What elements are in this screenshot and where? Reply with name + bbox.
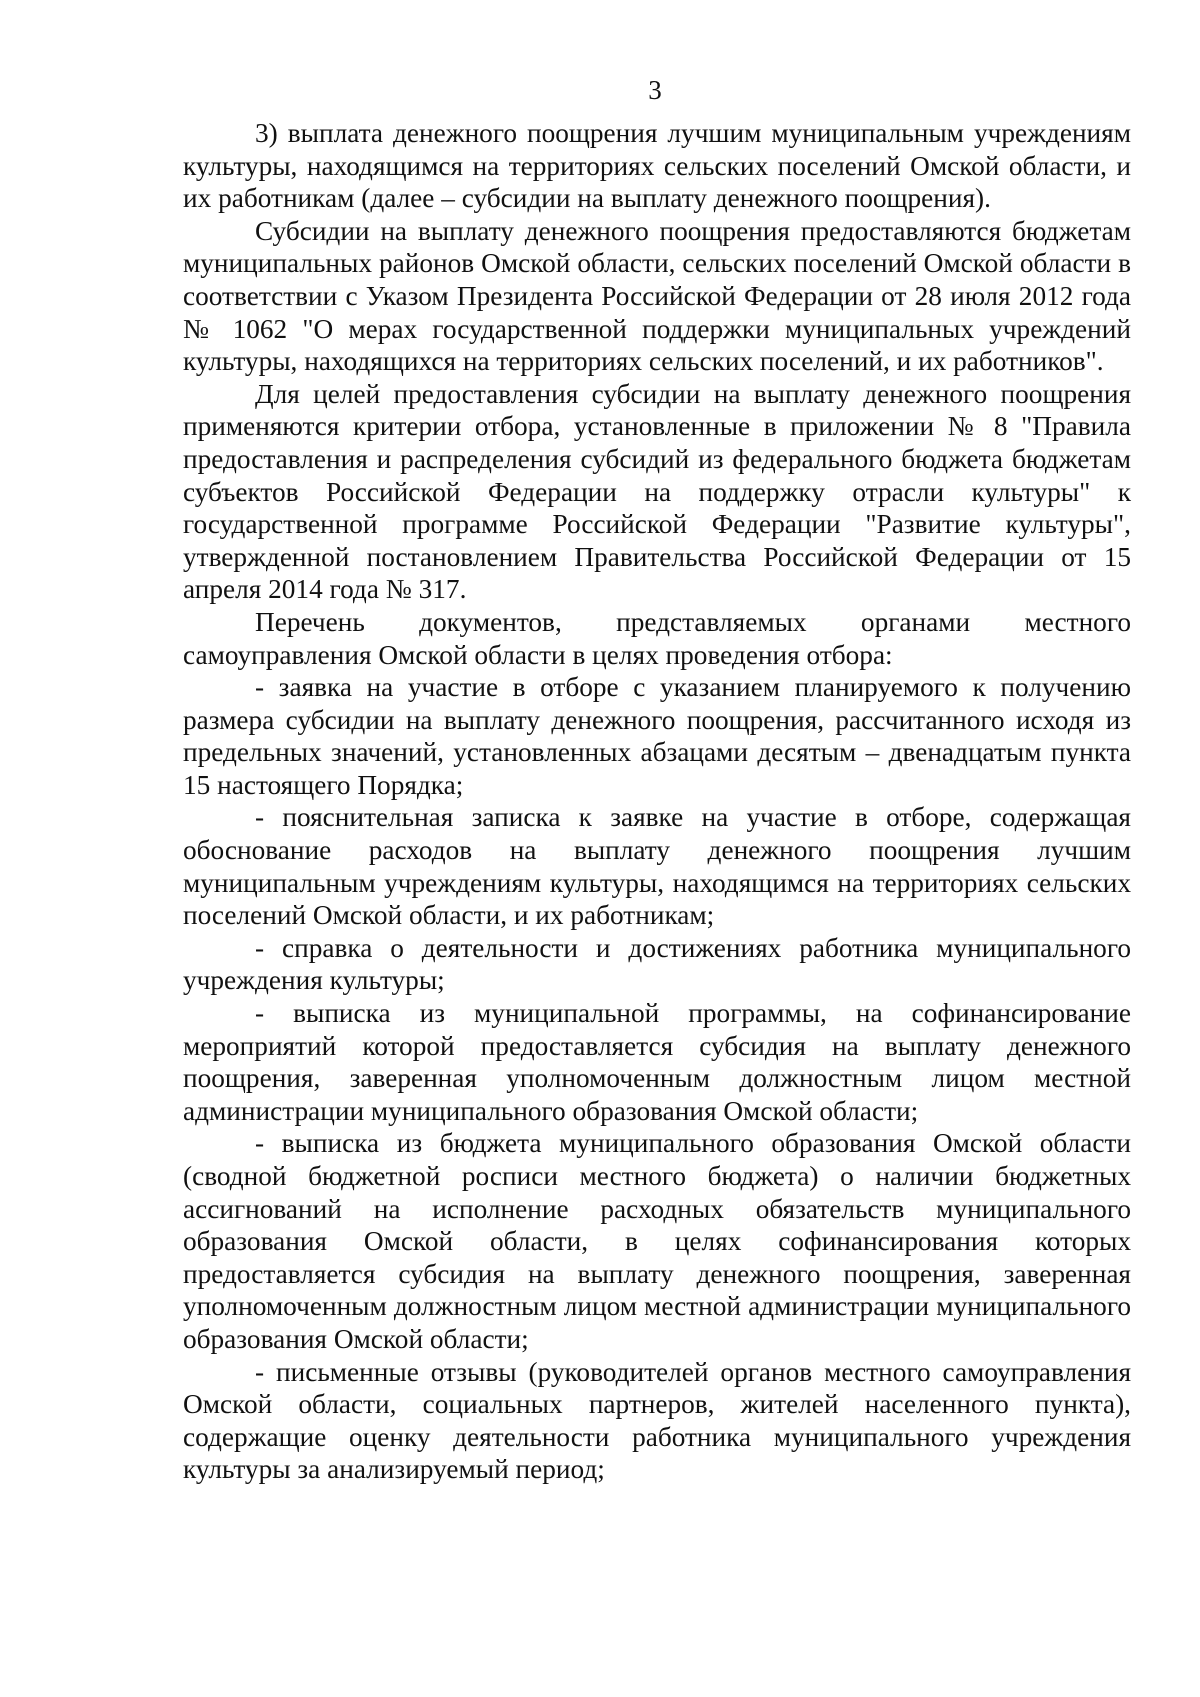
list-item-budget-extract: - выписка из бюджета муниципального образования Омской области (сводной бюджетной росписи местного бюджета) о наличии бюджетных ассигнований на исполнение расходных обязательств муниципального образования Омской области, в целях софинансирования которых предоставляется субсидия на выплату денежного поощрения, заверенная уполномоченным должностным лицом местной администрации муниципального образования Омской области; — [183, 1128, 1131, 1354]
paragraph-documents-list-intro: Перечень документов, представляемых органами местного самоуправления Омской области в целях проведения отбора: — [183, 606, 1131, 670]
list-item-explanatory-note: - пояснительная записка к заявке на участие в отборе, содержащая обоснование расходов на выплату денежного поощрения лучшим муниципальным учреждениям культуры, находящимся на территориях сельских поселений Омской области, и их работникам; — [183, 802, 1131, 931]
paragraph-item-3-cash-incentive: 3) выплата денежного поощрения лучшим муниципальным учреждениям культуры, находящимся на территориях сельских поселений Омской области, и их работникам (далее – субсидии на выплату денежного поощрения). — [183, 118, 1131, 214]
list-item-application: - заявка на участие в отборе с указанием планируемого к получению размера субсидии на выплату денежного поощрения, рассчитанного исходя из предельных значений, установленных абзацами десятым – двенадцатым пункта 15 настоящего Порядка; — [183, 672, 1131, 800]
list-item-written-reviews: - письменные отзывы (руководителей органов местного самоуправления Омской области, социальных партнеров, жителей населенного пункта), содержащие оценку деятельности работника муниципального учреждения культуры за анализируемый период; — [183, 1356, 1131, 1485]
document-body — [183, 117, 1131, 1486]
page-number: 3 — [648, 75, 662, 105]
paragraph-subsidy-recipients: Субсидии на выплату денежного поощрения предоставляются бюджетам муниципальных районов Омской области, сельских поселений Омской области в соответствии с Указом Президента Российской Федерации от 28 июля 2012 года № 1062 "О мерах государственной поддержки муниципальных учреждений культуры, находящихся на территориях сельских поселений, и их работников". — [183, 215, 1131, 377]
paragraph-selection-criteria: Для целей предоставления субсидии на выплату денежного поощрения применяются критерии отбора, установленные в приложении № 8 "Правила предоставления и распределения субсидий из федерального бюджета бюджетам субъектов Российской Федерации на поддержку отрасли культуры" к государственной программе Российской Федерации "Развитие культуры", утвержденной постановлением Правительства Российской Федерации от 15 апреля 2014 года № 317. — [183, 378, 1131, 605]
list-item-activity-certificate: - справка о деятельности и достижениях работника муниципального учреждения культуры; — [183, 932, 1131, 996]
list-item-program-extract: - выписка из муниципальной программы, на софинансирование мероприятий которой предоставляется субсидия на выплату денежного поощрения, заверенная уполномоченным должностным лицом местной администрации муниципального образования Омской области; — [183, 998, 1131, 1126]
